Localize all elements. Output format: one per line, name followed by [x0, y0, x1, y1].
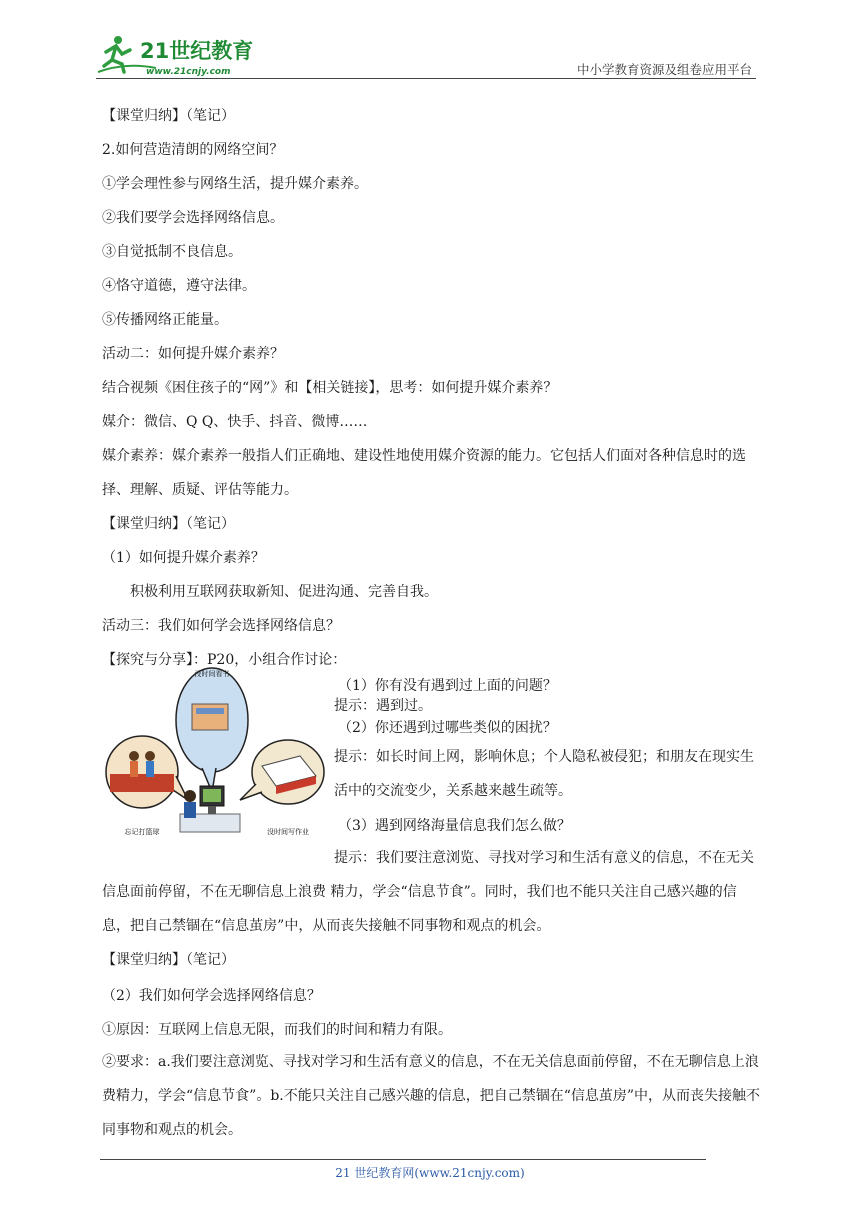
discussion-a2: 提示：如长时间上网，影响休息；个人隐私被侵犯；和朋友在现实生活中的交流变少，关系越来越生疏等。	[334, 749, 754, 799]
discussion-a1: 提示：遇到过。	[334, 698, 432, 714]
activity-2-prompt: 结合视频《困住孩子的“网”》和【相关链接】，思考：如何提升媒介素养？	[102, 380, 558, 396]
child-at-computer	[180, 786, 240, 832]
discussion-q3: （3）遇到网络海量信息我们怎么做？	[338, 818, 571, 834]
answer-1: 积极利用互联网获取新知、促进沟通、完善自我。	[130, 584, 438, 600]
point-5: ⑤传播网络正能量。	[102, 312, 228, 328]
illustration-internet-troubles	[104, 664, 326, 844]
left-caption: 忘记打篮球	[124, 828, 160, 836]
footer-divider	[100, 1159, 706, 1160]
media-examples: 媒介：微信、Q Q、快手、抖音、微博……	[102, 414, 368, 430]
summary-heading-1: 【课堂归纳】（笔记）	[102, 108, 235, 124]
explore-share-heading: 【探究与分享】：P20，小组合作讨论：	[102, 652, 347, 668]
summary-heading-2: 【课堂归纳】（笔记）	[102, 516, 235, 532]
summary-heading-3: 【课堂归纳】（笔记）	[102, 952, 235, 968]
logo-21cnjy	[96, 32, 266, 78]
point-4: ④恪守道德，遵守法律。	[102, 278, 256, 294]
header-divider	[96, 78, 756, 79]
discussion-q2: （2）你还遇到过哪些类似的困扰？	[338, 720, 557, 736]
subquestion-2: （2）我们如何学会选择网络信息？	[102, 988, 321, 1004]
point-3: ③自觉抵制不良信息。	[102, 244, 242, 260]
top-caption: 没时间看书	[194, 670, 230, 678]
activity-3-title: 活动三：我们如何学会选择网络信息？	[102, 618, 340, 634]
media-literacy-definition: 媒介素养：媒介素养一般指人们正确地、建设性地使用媒介资源的能力。它包括人们面对各种信息时的选择、理解、质疑、评估等能力。	[102, 448, 746, 498]
left-bubble	[106, 736, 188, 836]
discussion-a3: 提示：我们要注意浏览、寻找对学习和生活有意义的信息，不在无关信息面前停留，不在无聊信息上浪费 精力，学会“信息节食”。同时，我们也不能只关注自己感兴趣的信息，把自己禁锢在“信息茧房”中，从而丧失接触不同事物和观点的机会。	[102, 850, 754, 934]
top-bubble	[176, 668, 248, 792]
logo-url: www.21cnjy.com	[146, 67, 231, 77]
page-header	[96, 32, 756, 80]
right-bubble	[240, 740, 324, 836]
point-2: ②我们要学会选择网络信息。	[102, 210, 284, 226]
footer-source: 21 世纪教育网(www.21cnjy.com)	[335, 1166, 525, 1180]
discussion-q1: （1）你有没有遇到过上面的问题？	[338, 678, 557, 694]
requirement: ②要求：a.我们要注意浏览、寻找对学习和生活有意义的信息，不在无关信息面前停留，不在无聊信息上浪费精力，学会“信息节食”。b.不能只关注自己感兴趣的信息，把自己禁锢在“信息茧房”中，从而丧失接触不同事物和观点的机会。	[102, 1054, 761, 1138]
point-1: ①学会理性参与网络生活，提升媒介素养。	[102, 176, 368, 192]
platform-name: 中小学教育资源及组卷应用平台	[576, 62, 752, 77]
subquestion-1: （1）如何提升媒介素养？	[102, 550, 265, 566]
right-caption: 没时间写作业	[267, 828, 309, 836]
reason: ①原因：互联网上信息无限，而我们的时间和精力有限。	[102, 1022, 452, 1038]
logo-text: 21世纪教育	[140, 39, 254, 63]
question-2: 2.如何营造清朗的网络空间？	[102, 142, 284, 158]
activity-2-title: 活动二：如何提升媒介素养？	[102, 346, 284, 362]
